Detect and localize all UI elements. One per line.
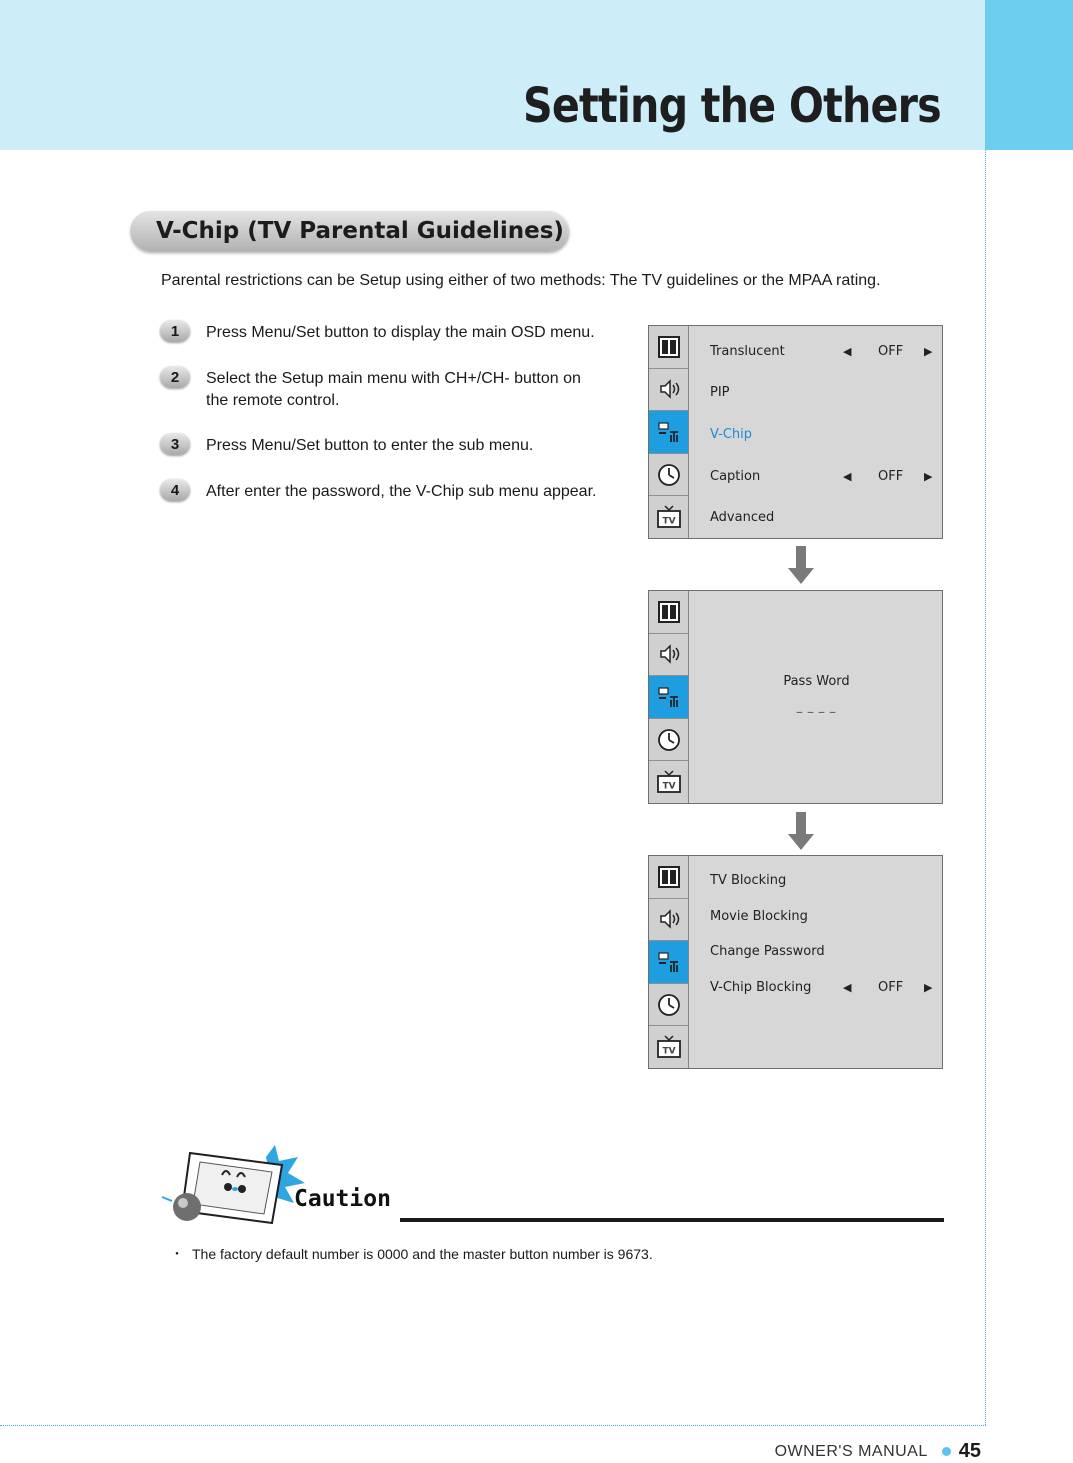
left-arrow-icon[interactable]: ◀ <box>843 470 852 483</box>
step-line: Press Menu/Set button to display the main OSD menu. <box>206 324 595 341</box>
setup-icon[interactable] <box>649 411 688 454</box>
osd-row-label: Change Password <box>710 944 825 959</box>
osd-row-label: TV Blocking <box>710 873 787 888</box>
caution-divider <box>400 1218 944 1222</box>
footer-line <box>0 1425 986 1426</box>
caution-tv-mascot-icon <box>160 1135 310 1230</box>
osd-row-label: V-Chip <box>710 427 753 442</box>
picture-icon[interactable] <box>649 856 688 899</box>
osd-icon-column <box>649 856 689 1068</box>
tv-icon[interactable] <box>649 496 688 538</box>
caution-note <box>170 1244 653 1264</box>
osd-row-label: Movie Blocking <box>710 909 808 924</box>
setup-icon[interactable] <box>649 941 688 984</box>
step-4 <box>160 481 596 503</box>
osd-icon-column <box>649 326 689 538</box>
sound-icon[interactable] <box>649 634 688 677</box>
bullet-icon: ・ <box>170 1246 184 1262</box>
page-title: Setting the Others <box>523 78 941 134</box>
osd-icon-column <box>649 591 689 803</box>
step-number: 3 <box>160 433 190 455</box>
osd-row-value: OFF <box>878 980 904 995</box>
picture-icon[interactable] <box>649 591 688 634</box>
intro-text: Parental restrictions can be Setup using either of two methods: The TV guidelines or the MPAA rating. <box>161 272 881 289</box>
footer-dot-icon <box>942 1447 951 1456</box>
left-arrow-icon[interactable]: ◀ <box>843 981 852 994</box>
osd-row-label: Caption <box>710 469 761 484</box>
step-line: Press Menu/Set button to enter the sub menu. <box>206 437 534 454</box>
step-3 <box>160 435 533 457</box>
left-arrow-icon[interactable]: ◀ <box>843 345 852 358</box>
step-1 <box>160 322 595 344</box>
osd-password-screen <box>648 590 943 804</box>
tv-icon-text: TV <box>661 781 676 792</box>
step-number: 2 <box>160 366 190 388</box>
step-line: the remote control. <box>206 392 340 409</box>
password-input[interactable]: _ _ _ _ <box>796 700 837 713</box>
caution-heading: Caution <box>294 1186 391 1212</box>
step-line: After enter the password, the V-Chip sub menu appear. <box>206 483 597 500</box>
tv-icon[interactable] <box>649 761 688 803</box>
page-number: 45 <box>958 1440 981 1462</box>
step-number: 4 <box>160 479 190 501</box>
right-arrow-icon[interactable]: ▶ <box>924 345 933 358</box>
section-title: V-Chip (TV Parental Guidelines) <box>130 211 568 251</box>
caution-note-text: The factory default number is 0000 and the master button number is 9673. <box>192 1246 653 1262</box>
osd-setup-menu <box>648 325 943 539</box>
osd-row-value: OFF <box>878 344 904 359</box>
sound-icon[interactable] <box>649 369 688 412</box>
osd-row-label: PIP <box>710 385 730 400</box>
right-arrow-icon[interactable]: ▶ <box>924 981 933 994</box>
osd-row-label: Translucent <box>710 344 785 359</box>
tv-icon[interactable] <box>649 1026 688 1068</box>
step-text <box>206 322 595 344</box>
clock-icon[interactable] <box>649 984 688 1027</box>
step-line: Select the Setup main menu with CH+/CH- button on <box>206 370 581 387</box>
step-number: 1 <box>160 320 190 342</box>
step-text <box>206 368 581 412</box>
tv-icon-text: TV <box>661 1046 676 1057</box>
step-text <box>206 481 596 503</box>
sound-icon[interactable] <box>649 899 688 942</box>
osd-row-value: OFF <box>878 469 904 484</box>
osd-row-label: Advanced <box>710 510 775 525</box>
picture-icon[interactable] <box>649 326 688 369</box>
osd-row-label: V-Chip Blocking <box>710 980 812 995</box>
setup-icon[interactable] <box>649 676 688 719</box>
page-footer <box>775 1440 981 1463</box>
clock-icon[interactable] <box>649 454 688 497</box>
step-text <box>206 435 533 457</box>
right-arrow-icon[interactable]: ▶ <box>924 470 933 483</box>
step-2 <box>160 368 581 412</box>
osd-vchip-menu <box>648 855 943 1069</box>
down-arrow-icon <box>788 812 814 850</box>
clock-icon[interactable] <box>649 719 688 762</box>
tv-icon-text: TV <box>661 516 676 527</box>
header-tab <box>985 0 1073 150</box>
margin-line <box>985 150 986 1425</box>
down-arrow-icon <box>788 546 814 584</box>
password-label: Pass Word <box>783 674 850 689</box>
footer-label: OWNER'S MANUAL <box>774 1442 928 1460</box>
